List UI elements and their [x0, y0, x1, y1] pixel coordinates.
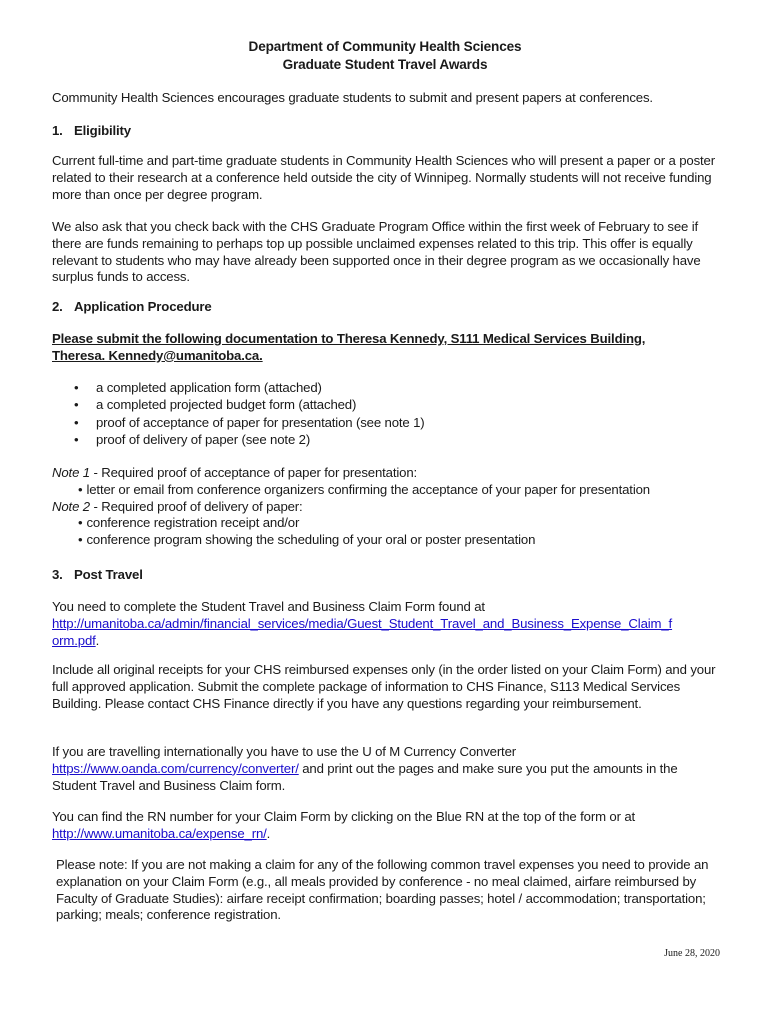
document-title: Department of Community Health Sciences — [248, 39, 522, 54]
bullet-icon: • — [78, 481, 83, 497]
note-2-label: Note 2 — [52, 498, 90, 514]
submission-instructions — [52, 331, 722, 365]
section-number: 3. — [52, 567, 63, 582]
note-2-item: • conference registration receipt and/or — [78, 515, 300, 531]
please-note-paragraph: Please note: If you are not making a claim for any of the following common travel expenses you need to provide an explanation on your Claim Form (e.g., all meals provided by conference - no meal claimed, airfare reimbursed by Faculty of Graduate Studies): airfare receipt confirmation; boarding passes; hotel / accommodation; transportation; parking; meals; conference registration. — [56, 857, 709, 923]
eligibility-paragraph-1: Current full-time and part-time graduate students in Community Health Sciences who will present a paper or a poster related to their research at a conference held outside the city of Winnipeg. Normally students will not receive funding more than once per degree program. — [52, 153, 715, 202]
note-1-item: • letter or email from conference organizers confirming the acceptance of your paper for presentation — [78, 481, 650, 497]
list-item: • a completed projected budget form (attached) — [52, 396, 722, 413]
claim-form-link-continued[interactable]: orm.pdf — [52, 632, 96, 648]
section-number: 1. — [52, 123, 63, 138]
notes-block — [52, 465, 722, 549]
submission-line-1: Please submit the following documentation to Theresa Kennedy, S111 Medical Services Building, — [52, 331, 646, 346]
document-subtitle: Graduate Student Travel Awards — [282, 57, 488, 72]
list-item: • proof of delivery of paper (see note 2) — [52, 431, 722, 448]
section-heading-application — [52, 299, 722, 316]
claim-form-link[interactable]: http://umanitoba.ca/admin/financial_services/media/Guest_Student_Travel_and_Business_Expense_Claim_f — [52, 615, 673, 631]
post-travel-paragraph-1: You need to complete the Student Travel and Business Claim Form found at http://umanitoba.ca/admin/financial_services/media/Guest_Student_Travel_and_Business_Expense_Claim_f orm.pdf. — [52, 599, 673, 648]
bullet-icon: • — [78, 515, 83, 531]
note-1-label: Note 1 — [52, 465, 90, 480]
section-title: Post Travel — [74, 567, 143, 582]
note-2 — [52, 499, 722, 516]
note-1-text: - Required proof of acceptance of paper for presentation: — [89, 465, 418, 480]
submission-email: Theresa. Kennedy@umanitoba.ca. — [52, 347, 263, 363]
section-number: 2. — [52, 299, 63, 314]
section-heading-post-travel — [52, 567, 722, 584]
note-2-text: - Required proof of delivery of paper: — [89, 498, 303, 514]
bullet-icon: • — [78, 532, 83, 548]
intro-paragraph: Community Health Sciences encourages graduate students to submit and present papers at conferences. — [52, 90, 653, 105]
currency-converter-link[interactable]: https://www.oanda.com/currency/converter/ — [52, 760, 299, 776]
list-item: • a completed application form (attached) — [52, 379, 722, 396]
post-travel-paragraph-3: If you are travelling internationally you have to use the U of M Currency Converter https://www.oanda.com/currency/converter/ and print out the pages and make sure you put the amounts in the Student Travel and Business Claim form. — [52, 744, 678, 793]
post-travel-paragraph-2: Include all original receipts for your CHS reimbursed expenses only (in the order listed on your Claim Form) and your full approved application. Submit the complete package of information to CHS Finance, S113 Medical Services Building. Please contact CHS Finance directly if you have any questions regarding your reimbursement. — [52, 662, 716, 711]
note-1 — [52, 465, 722, 482]
section-heading-eligibility — [52, 123, 722, 140]
list-item: • proof of acceptance of paper for presentation (see note 1) — [52, 414, 722, 431]
eligibility-paragraph-2: We also ask that you check back with the CHS Graduate Program Office within the first week of February to see if there are funds remaining to perhaps top up possible unclaimed expenses related to this trip. This offer is equally relevant to students who may have already been supported once in their degree program as we occasionally have surplus funds to access. — [52, 219, 701, 285]
required-documents-list — [52, 379, 722, 448]
post-travel-paragraph-4: You can find the RN number for your Claim Form by clicking on the Blue RN at the top of the form or at http://www.umanitoba.ca/expense_rn/. — [52, 809, 636, 841]
note-2-item: • conference program showing the scheduling of your oral or poster presentation — [78, 532, 536, 548]
section-title: Application Procedure — [74, 299, 212, 314]
section-title: Eligibility — [74, 123, 131, 138]
expense-rn-link[interactable]: http://www.umanitoba.ca/expense_rn/ — [52, 825, 267, 841]
document-date: June 28, 2020 — [664, 948, 720, 959]
